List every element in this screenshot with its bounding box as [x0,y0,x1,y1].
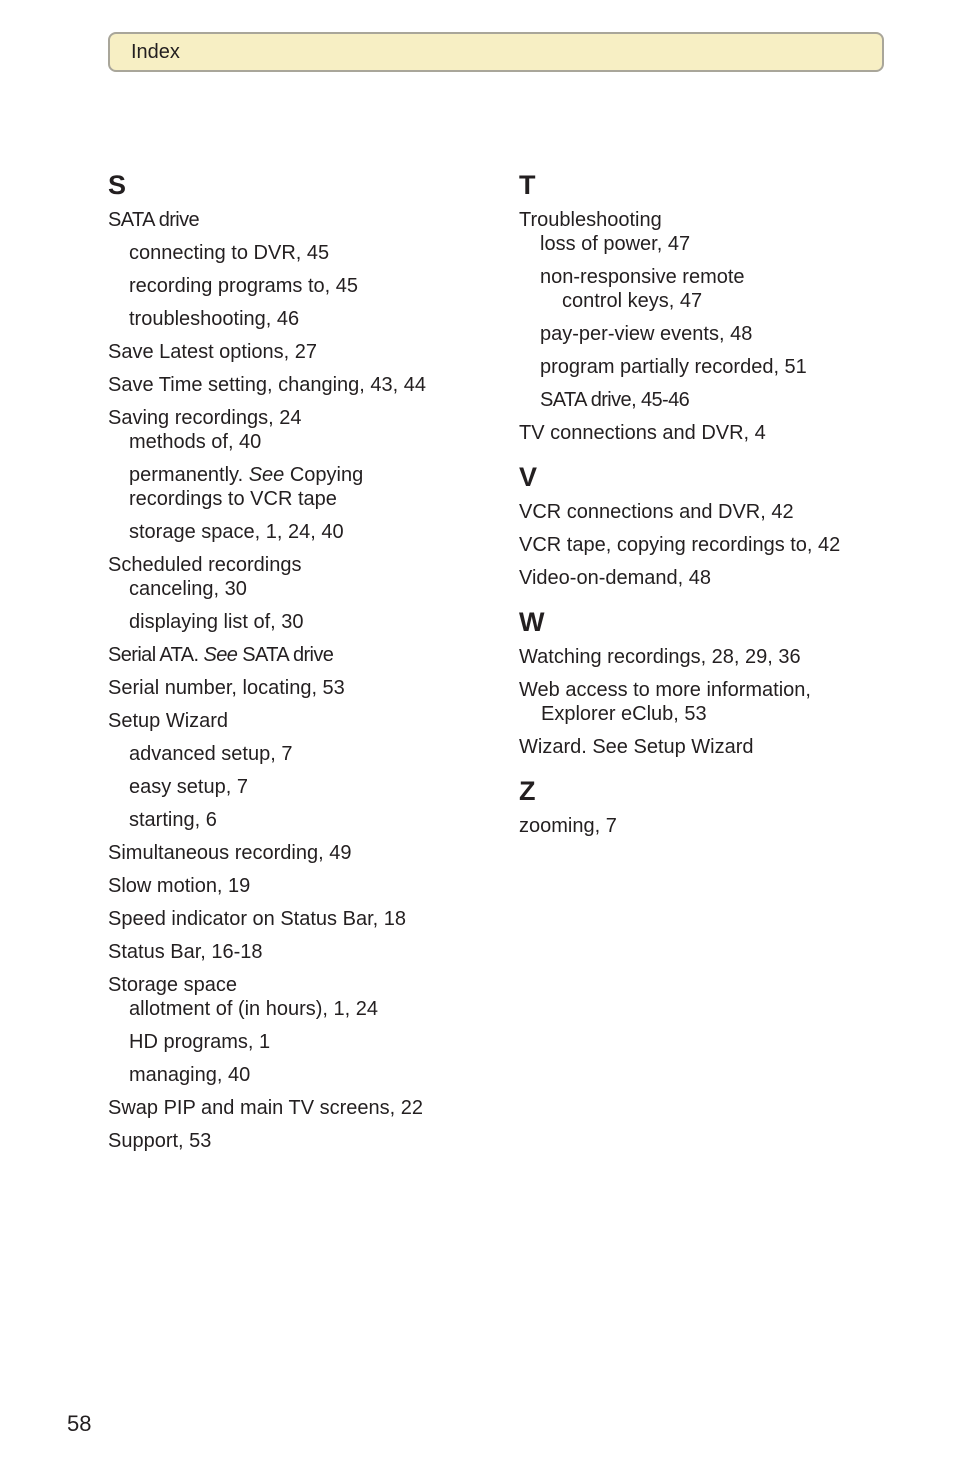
index-subentry-line: permanently. See Copying [129,464,364,486]
index-letter-heading: Z [519,776,536,806]
index-entry: SATA drive [108,209,200,231]
index-entry: Serial ATA. See SATA drive [108,644,334,666]
index-entry: zooming, 7 [519,815,617,837]
index-entry: Save Latest options, 27 [108,341,318,363]
index-column-left [108,168,498,1162]
index-subentry: loss of power, 47 [540,233,691,255]
index-section-s [108,168,498,1153]
index-subentry: pay-per-view events, 48 [540,323,753,345]
see-reference: See [248,464,285,486]
index-entry: VCR connections and DVR, 42 [519,501,794,523]
index-subentry [108,463,498,511]
index-subentry: displaying list of, 30 [129,611,304,633]
index-subentry: recording programs to, 45 [129,275,359,297]
index-entry: Save Time setting, changing, 43, 44 [108,374,426,396]
index-entry: Swap PIP and main TV screens, 22 [108,1097,423,1119]
index-entry: Watching recordings, 28, 29, 36 [519,646,801,668]
index-entry: Serial number, locating, 53 [108,677,345,699]
index-subentry: SATA drive, 45-46 [540,389,690,411]
index-subentry-line: recordings to VCR tape [129,488,337,510]
index-entry: Slow motion, 19 [108,875,251,897]
index-entry: VCR tape, copying recordings to, 42 [519,534,841,556]
index-entry: Saving recordings, 24 [108,407,302,429]
index-entry [519,678,899,726]
index-entry: Speed indicator on Status Bar, 18 [108,908,406,930]
page-number: 58 [67,1411,92,1436]
index-subentry: allotment of (in hours), 1, 24 [129,998,379,1020]
index-entry: Video-on-demand, 48 [519,567,711,589]
index-letter-heading: W [519,607,545,637]
index-subentry [519,265,899,313]
index-subentry: advanced setup, 7 [129,743,293,765]
index-entry: Setup Wizard [108,710,229,732]
index-entry-line: Web access to more information, [519,679,811,701]
see-reference: See [203,644,238,666]
index-entry: Storage space [108,974,237,996]
index-subentry: easy setup, 7 [129,776,248,798]
section-header-bar [108,32,884,72]
index-entry: Simultaneous recording, 49 [108,842,352,864]
index-column-right [519,168,899,847]
index-subentry: canceling, 30 [129,578,247,600]
index-section-w [519,605,899,759]
index-entry: Status Bar, 16-18 [108,941,263,963]
index-letter-heading: T [519,170,536,200]
index-section-t [519,168,899,445]
index-entry: Scheduled recordings [108,554,302,576]
index-subentry: storage space, 1, 24, 40 [129,521,344,543]
index-subentry: program partially recorded, 51 [540,356,807,378]
index-subentry-line: control keys, 47 [562,290,703,312]
index-subentry: connecting to DVR, 45 [129,242,330,264]
index-entry: Troubleshooting [519,209,662,231]
index-entry: Support, 53 [108,1130,212,1152]
index-letter-heading: S [108,170,127,200]
index-section-z [519,774,899,838]
index-entry: TV connections and DVR, 4 [519,422,766,444]
index-subentry-line: non-responsive remote [540,266,745,288]
index-subentry: managing, 40 [129,1064,251,1086]
section-header-title: Index [131,40,180,63]
index-section-v [519,460,899,590]
index-entry: Wizard. See Setup Wizard [519,736,754,758]
index-entry-line: Explorer eClub, 53 [541,703,707,725]
index-subentry: methods of, 40 [129,431,262,453]
index-subentry: starting, 6 [129,809,217,831]
index-letter-heading: V [519,462,538,492]
index-subentry: HD programs, 1 [129,1031,271,1053]
index-subentry: troubleshooting, 46 [129,308,300,330]
